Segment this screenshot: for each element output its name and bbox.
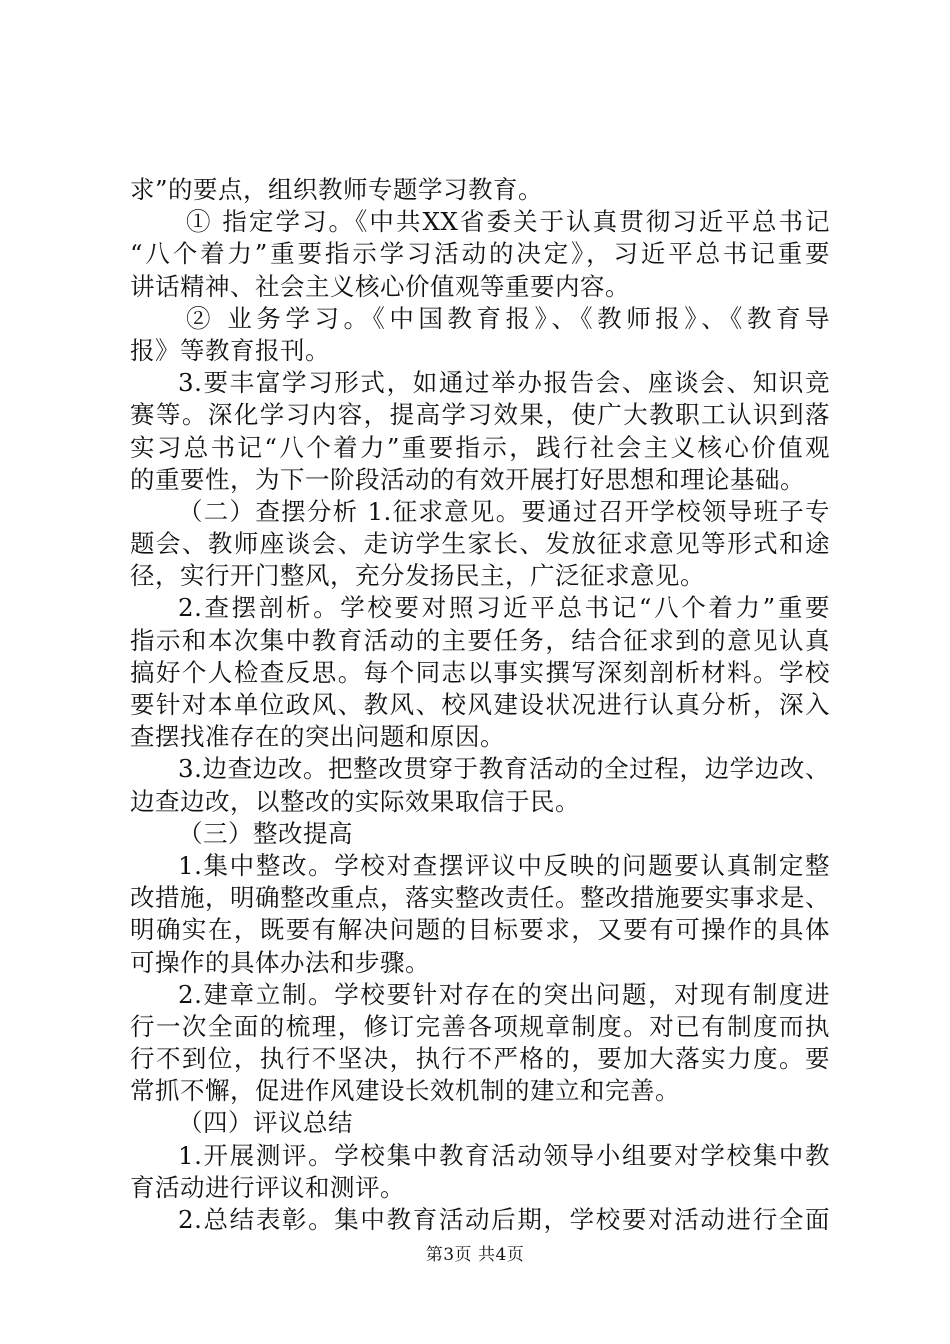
text-line: 的重要性，为下一阶段活动的有效开展打好思想和理论基础。 (130, 464, 805, 494)
text-line: 2.建章立制。学校要针对存在的突出问题，对现有制度进 (178, 979, 830, 1009)
text-line: （二）查摆分析 1.征求意见。要通过召开学校领导班子专 (178, 496, 830, 526)
text-line: 搞好个人检查反思。每个同志以事实撰写深刻剖析材料。学校 (130, 657, 830, 687)
text-line: 边查边改，以整改的实际效果取信于民。 (130, 786, 580, 816)
text-line: ① 指定学习。《中共XX省委关于认真贯彻习近平总书记 (186, 207, 830, 237)
document-body (130, 174, 830, 1236)
text-line: 3.要丰富学习形式，如通过举办报告会、座谈会、知识竞 (178, 368, 830, 398)
text-line: “八个着力”重要指示学习活动的决定》，习近平总书记重要 (130, 239, 830, 269)
text-line: 育活动进行评议和测评。 (130, 1172, 405, 1202)
text-line: 实习总书记“八个着力”重要指示，践行社会主义核心价值观 (130, 432, 830, 462)
text-line: 改措施，明确整改重点，落实整改责任。整改措施要实事求是、 (130, 883, 830, 913)
section-heading: （三）整改提高 (178, 818, 353, 848)
text-line: 2.查摆剖析。学校要对照习近平总书记“八个着力”重要 (178, 593, 830, 623)
page-number-footer: 第3页 共4页 (425, 1245, 525, 1265)
text-line: 1.开展测评。学校集中教育活动领导小组要对学校集中教 (178, 1140, 830, 1170)
text-line: 指示和本次集中教育活动的主要任务，结合征求到的意见认真 (130, 625, 830, 655)
text-line: 要针对本单位政风、教风、校风建设状况进行认真分析，深入 (130, 690, 830, 719)
text-line: 1.集中整改。学校对查摆评议中反映的问题要认真制定整 (178, 850, 830, 880)
section-heading: （四）评议总结 (178, 1108, 353, 1138)
text-line: 赛等。深化学习内容，提高学习效果，使广大教职工认识到落 (130, 400, 830, 430)
text-line: 题会、教师座谈会、走访学生家长、发放征求意见等形式和途 (130, 529, 830, 559)
text-line: 讲话精神、社会主义核心价值观等重要内容。 (130, 271, 630, 301)
text-line: 2.总结表彰。集中教育活动后期，学校要对活动进行全面 (178, 1205, 830, 1234)
text-line: 报》等教育报刊。 (130, 335, 330, 365)
text-line: 3.边查边改。把整改贯穿于教育活动的全过程，边学边改、 (178, 754, 830, 784)
text-line: ② 业务学习。《中国教育报》、《教师报》、《教育导 (186, 303, 830, 333)
text-line: 行一次全面的梳理，修订完善各项规章制度。对已有制度而执 (130, 1011, 830, 1041)
text-line: 行不到位，执行不坚决，执行不严格的，要加大落实力度。要 (130, 1044, 830, 1074)
text-line: 明确实在，既要有解决问题的目标要求，又要有可操作的具体 (130, 915, 830, 945)
text-line: 求”的要点，组织教师专题学习教育。 (130, 175, 544, 204)
text-line: 径，实行开门整风，充分发扬民主，广泛征求意见。 (130, 561, 705, 591)
text-line: 常抓不懈，促进作风建设长效机制的建立和完善。 (130, 1076, 680, 1106)
text-line: 可操作的具体办法和步骤。 (130, 947, 430, 977)
text-line: 查摆找准存在的突出问题和原因。 (130, 722, 505, 752)
